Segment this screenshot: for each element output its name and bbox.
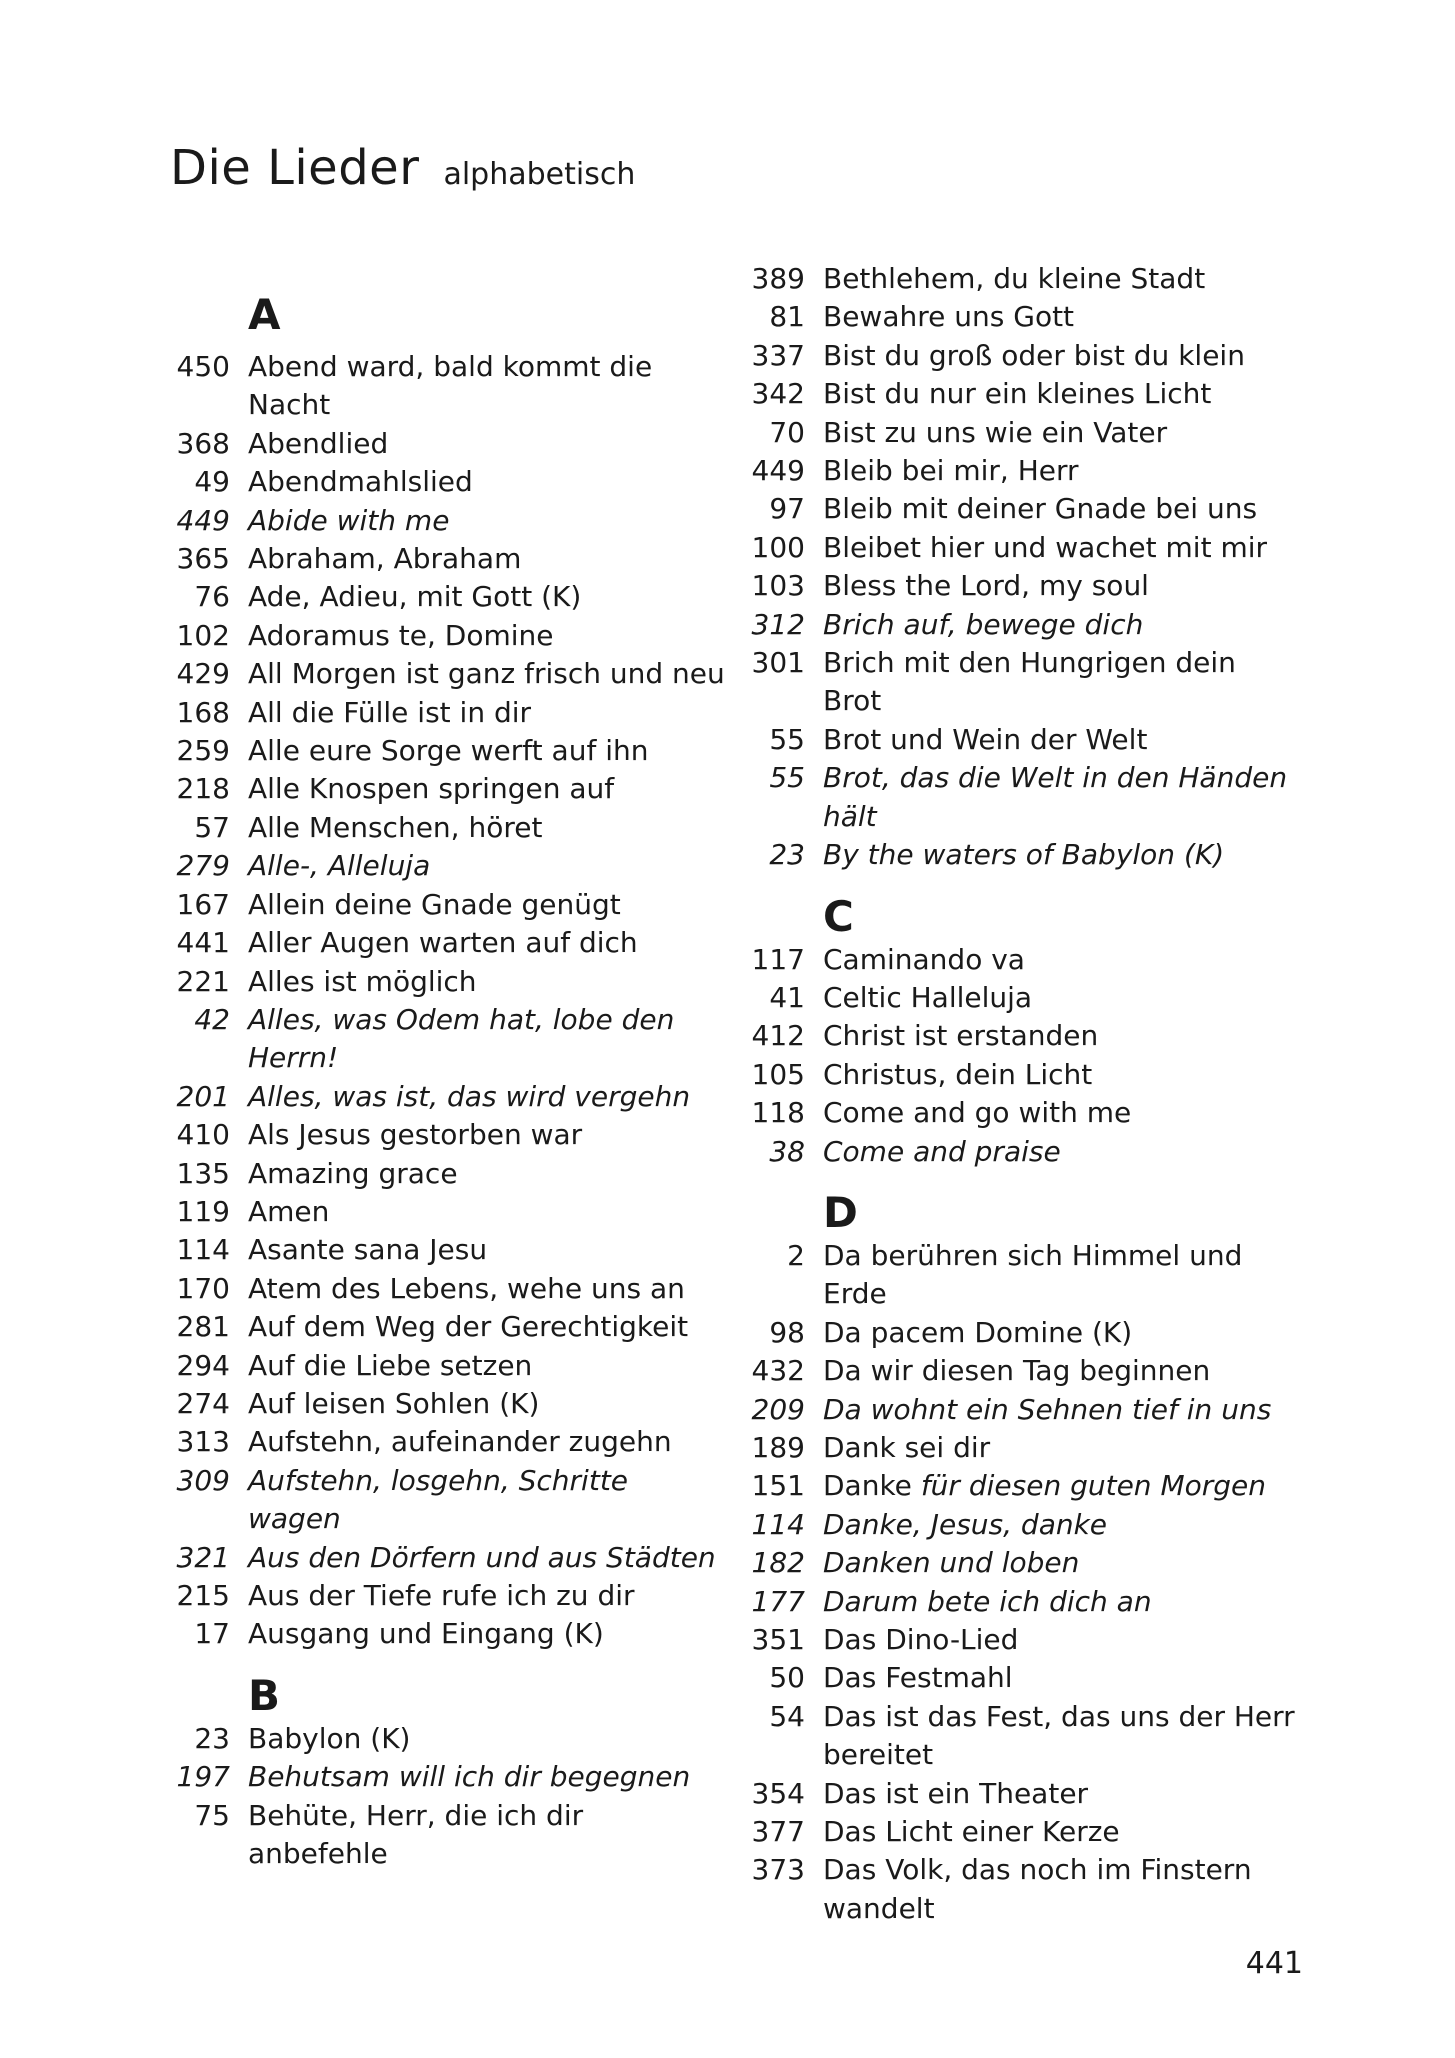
- song-title-text: Aller Augen warten auf dich: [248, 926, 638, 960]
- index-entry: [735, 1094, 1305, 1132]
- song-title-text: Bewahre uns Gott: [823, 300, 1075, 334]
- song-number: 114: [751, 1507, 805, 1541]
- song-number: 410: [176, 1118, 230, 1152]
- song-title-text: Auf dem Weg der Gerechtigkeit: [248, 1310, 689, 1344]
- song-title-text: Ade, Adieu, mit Gott (K): [248, 580, 582, 614]
- index-entry: [735, 941, 1305, 979]
- index-entry: [160, 1615, 730, 1653]
- index-entry: [735, 452, 1305, 490]
- song-number: 312: [751, 607, 805, 641]
- song-title-text: Amazing grace: [248, 1156, 458, 1190]
- song-number: 100: [751, 530, 805, 564]
- song-title: [823, 337, 1301, 375]
- song-title-text: Bleib bei mir, Herr: [823, 454, 1079, 488]
- song-title: [248, 963, 726, 1001]
- song-title-text: Brich auf, bewege dich: [823, 607, 1144, 641]
- index-entry: [160, 425, 730, 463]
- page-subtitle: alphabetisch: [443, 157, 636, 192]
- song-number: 75: [194, 1798, 230, 1832]
- song-title: [248, 1308, 726, 1346]
- index-entry: [160, 963, 730, 1001]
- index-entry: [160, 847, 730, 885]
- song-title: [248, 1078, 726, 1116]
- song-title: [823, 1698, 1301, 1775]
- index-column-right: [735, 260, 1305, 1928]
- song-title: [823, 1133, 1301, 1171]
- index-entry: [735, 1133, 1305, 1171]
- song-title-text: Abendlied: [248, 426, 389, 460]
- song-title-text: Brich mit den Hungrigen dein Brot: [823, 646, 1236, 718]
- page-number: 441: [1245, 1946, 1303, 1981]
- song-number: 98: [769, 1315, 805, 1349]
- song-title-text: Alles, was Odem hat, lobe den Herrn!: [248, 1002, 675, 1075]
- song-title: [248, 770, 726, 808]
- index-entry: [160, 1001, 730, 1078]
- song-number: 342: [751, 377, 805, 411]
- index-entry: [735, 979, 1305, 1017]
- song-title: [823, 721, 1301, 759]
- index-entry: [160, 1155, 730, 1193]
- index-entry: [160, 1308, 730, 1346]
- song-number: 102: [176, 618, 230, 652]
- song-title: [248, 1231, 726, 1269]
- song-number: 449: [176, 503, 230, 537]
- song-title-text: Abide with me: [248, 503, 450, 537]
- index-entry: [160, 1385, 730, 1423]
- song-number: 432: [751, 1354, 805, 1388]
- song-title-text: Bleibet hier und wachet mit mir: [823, 530, 1268, 564]
- song-title-text: Abraham, Abraham: [248, 542, 522, 576]
- song-number: 42: [194, 1002, 230, 1036]
- song-number: 337: [751, 338, 805, 372]
- index-entry: [735, 414, 1305, 452]
- song-title-text: Auf die Liebe setzen: [248, 1348, 533, 1382]
- song-title: [823, 1544, 1301, 1582]
- song-title: [248, 732, 726, 770]
- song-title: [248, 1758, 726, 1796]
- song-title: [823, 836, 1301, 874]
- song-number: 377: [751, 1815, 805, 1849]
- song-title: [248, 809, 726, 847]
- song-title: [823, 1056, 1301, 1094]
- song-number: 105: [751, 1057, 805, 1091]
- song-title-text: Allein deine Gnade genügt: [248, 887, 621, 921]
- song-title-text: Bist zu uns wie ein Vater: [823, 415, 1168, 449]
- index-entry: [735, 606, 1305, 644]
- song-title: [823, 1659, 1301, 1697]
- song-title: [248, 1462, 726, 1539]
- song-title: [248, 425, 726, 463]
- song-number: 449: [751, 454, 805, 488]
- index-entry: [735, 1813, 1305, 1851]
- song-title-text: Come and go with me: [823, 1096, 1132, 1130]
- song-title: [248, 1615, 726, 1653]
- song-number: 103: [751, 569, 805, 603]
- song-title-text: Bleib mit deiner Gnade bei uns: [823, 492, 1258, 526]
- index-entry: [160, 578, 730, 616]
- song-title-text: Alles ist möglich: [248, 964, 477, 998]
- song-title: [248, 348, 726, 425]
- index-entry: [735, 1429, 1305, 1467]
- song-title-text: By the waters of Babylon (K): [823, 838, 1225, 872]
- song-number: 441: [176, 926, 230, 960]
- index-entry: [160, 655, 730, 693]
- song-number: 54: [769, 1699, 805, 1733]
- song-title-text: Behutsam will ich dir begegnen: [248, 1760, 691, 1794]
- index-entry: [735, 1314, 1305, 1352]
- song-title: [823, 529, 1301, 567]
- song-number: 351: [751, 1623, 805, 1656]
- song-number: 57: [194, 810, 230, 844]
- song-number: 197: [176, 1760, 230, 1794]
- song-title: [248, 1577, 726, 1615]
- song-title: [248, 1797, 726, 1874]
- song-title: [823, 1851, 1301, 1928]
- song-title: [823, 606, 1301, 644]
- index-entry: [735, 337, 1305, 375]
- song-number: 182: [751, 1546, 805, 1580]
- index-entry: [160, 1577, 730, 1615]
- song-title: [823, 759, 1301, 836]
- song-title: [823, 1621, 1301, 1659]
- index-entry: [735, 1352, 1305, 1390]
- song-number: 70: [769, 415, 805, 449]
- index-entry: [735, 375, 1305, 413]
- song-title: [248, 1270, 726, 1308]
- song-title-text: Als Jesus gestorben war: [248, 1118, 583, 1152]
- index-entry: [735, 1056, 1305, 1094]
- index-entry: [160, 732, 730, 770]
- song-title: [248, 1347, 726, 1385]
- song-number: 170: [176, 1271, 230, 1305]
- song-title: [823, 1391, 1301, 1429]
- song-number: 135: [176, 1156, 230, 1190]
- song-title: [823, 375, 1301, 413]
- song-title: [823, 298, 1301, 336]
- song-title-text: Alle Menschen, höret: [248, 810, 543, 844]
- song-title: [248, 463, 726, 501]
- index-column-left: [160, 260, 730, 1873]
- song-title-text: Das ist ein Theater: [823, 1776, 1089, 1810]
- song-number: 301: [751, 646, 805, 680]
- song-number: 17: [194, 1617, 230, 1651]
- song-number: 294: [176, 1348, 230, 1382]
- song-number: 313: [176, 1425, 230, 1459]
- song-title: [248, 578, 726, 616]
- song-number: 118: [751, 1096, 805, 1130]
- song-number: 81: [769, 300, 805, 334]
- song-title-text: All die Fülle ist in dir: [248, 695, 532, 729]
- index-entry: [160, 463, 730, 501]
- song-number: 55: [769, 722, 805, 756]
- song-title: [823, 1314, 1301, 1352]
- song-title-text: Aus den Dörfern und aus Städten: [248, 1540, 716, 1574]
- song-title-text: Da berühren sich Himmel und Erde: [823, 1238, 1243, 1311]
- song-number: 209: [751, 1392, 805, 1426]
- song-number: 373: [751, 1853, 805, 1887]
- song-number: 119: [176, 1194, 230, 1228]
- section-letter: D: [823, 1187, 858, 1237]
- index-entry: [735, 1467, 1305, 1505]
- index-entry: [160, 502, 730, 540]
- song-title-text: Danke, Jesus, danke: [823, 1507, 1108, 1541]
- index-entry: [160, 617, 730, 655]
- song-title: [248, 1116, 726, 1154]
- song-number: 168: [176, 695, 230, 729]
- index-entry: [735, 529, 1305, 567]
- index-entry: [160, 1462, 730, 1539]
- song-title-text: All Morgen ist ganz frisch und neu: [248, 657, 725, 691]
- song-number: 2: [787, 1238, 805, 1272]
- song-title-text: Das Volk, das noch im Finstern wandelt: [823, 1853, 1252, 1925]
- song-title: [248, 886, 726, 924]
- index-entry: [735, 759, 1305, 836]
- song-title-text: Christ ist erstanden: [823, 1019, 1099, 1053]
- song-number: 41: [769, 980, 805, 1014]
- song-number: 38: [769, 1134, 805, 1168]
- song-title: [248, 1385, 726, 1423]
- page-header: [170, 140, 635, 196]
- song-title-text: Bless the Lord, my soul: [823, 569, 1149, 603]
- song-title: [248, 1155, 726, 1193]
- song-title-text: Alles, was ist, das wird vergehn: [248, 1079, 691, 1113]
- song-title: [823, 1813, 1301, 1851]
- song-number: 117: [751, 942, 805, 976]
- song-number: 354: [751, 1776, 805, 1810]
- song-number: 365: [176, 542, 230, 576]
- song-title: [823, 567, 1301, 605]
- song-title-text: Da wir diesen Tag beginnen: [823, 1354, 1211, 1388]
- index-entry: [735, 490, 1305, 528]
- song-title: [248, 694, 726, 732]
- song-title: [823, 1775, 1301, 1813]
- index-entry: [735, 1391, 1305, 1429]
- song-title: [248, 924, 726, 962]
- song-title: [823, 1352, 1301, 1390]
- index-entry: [160, 809, 730, 847]
- song-title-text: Das Dino-Lied: [823, 1623, 1019, 1656]
- song-number: 279: [176, 849, 230, 883]
- index-entry: [735, 1621, 1305, 1659]
- song-number: 389: [751, 262, 805, 295]
- song-title: [823, 1467, 1301, 1505]
- index-entry: [735, 1698, 1305, 1775]
- song-title: [248, 655, 726, 693]
- song-number: 281: [176, 1310, 230, 1344]
- song-title-text: Auf leisen Sohlen (K): [248, 1386, 540, 1420]
- song-number: 97: [769, 492, 805, 526]
- song-number: 321: [176, 1540, 230, 1574]
- index-entry: [735, 644, 1305, 721]
- song-number: 201: [176, 1079, 230, 1113]
- index-entry: [735, 836, 1305, 874]
- song-title-text: Brot und Wein der Welt: [823, 722, 1148, 756]
- song-title-text: Behüte, Herr, die ich dir anbefehle: [248, 1798, 584, 1871]
- song-number: 23: [769, 838, 805, 872]
- index-entry: [735, 1017, 1305, 1055]
- song-number: 76: [194, 580, 230, 614]
- song-title: [823, 979, 1301, 1017]
- index-entry: [160, 1720, 730, 1758]
- song-number: 429: [176, 657, 230, 691]
- index-entry: [160, 1797, 730, 1874]
- song-title: [248, 617, 726, 655]
- song-title-text: Aufstehn, losgehn, Schritte wagen: [248, 1463, 629, 1536]
- song-title-text: Bethlehem, du kleine Stadt: [823, 262, 1206, 295]
- index-entry: [160, 1078, 730, 1116]
- song-title-text: Da pacem Domine (K): [823, 1315, 1133, 1349]
- song-title-text: Come and praise: [823, 1134, 1061, 1168]
- song-number: 221: [176, 964, 230, 998]
- song-title: [248, 502, 726, 540]
- index-entry: [160, 540, 730, 578]
- index-entry: [735, 567, 1305, 605]
- index-entry: [160, 1231, 730, 1269]
- section-letter: B: [248, 1670, 281, 1720]
- index-entry: [160, 1539, 730, 1577]
- song-title-text: Dank sei dir: [823, 1430, 991, 1464]
- section-letter: C: [823, 891, 854, 941]
- song-number: 189: [751, 1430, 805, 1464]
- index-entry: [735, 1583, 1305, 1621]
- song-title-text: Das Festmahl: [823, 1661, 1013, 1695]
- song-number: 259: [176, 734, 230, 768]
- song-number: 218: [176, 772, 230, 806]
- song-number: 167: [176, 887, 230, 921]
- song-number: 450: [176, 350, 230, 383]
- song-title: [823, 1017, 1301, 1055]
- song-title-text: Bist du groß oder bist du klein: [823, 338, 1245, 372]
- song-number: 368: [176, 426, 230, 460]
- song-title: [248, 540, 726, 578]
- song-number: 55: [769, 761, 805, 795]
- song-title: [823, 452, 1301, 490]
- song-title-text: Danken und loben: [823, 1546, 1080, 1580]
- song-title: [248, 1539, 726, 1577]
- song-title-text: Bist du nur ein kleines Licht: [823, 377, 1212, 411]
- song-number: 215: [176, 1579, 230, 1612]
- section-letter: A: [248, 290, 281, 339]
- song-title-text: Danke: [823, 1469, 912, 1503]
- index-entry: [735, 1544, 1305, 1582]
- page-title: Die Lieder: [170, 140, 420, 196]
- song-title: [248, 1720, 726, 1758]
- song-title: [248, 847, 726, 885]
- song-title: [823, 644, 1301, 721]
- index-entry: [160, 1116, 730, 1154]
- index-entry: [160, 694, 730, 732]
- song-title-text: Amen: [248, 1194, 330, 1228]
- song-number: 50: [769, 1661, 805, 1695]
- index-entry: [160, 886, 730, 924]
- song-title-text: Ausgang und Eingang (K): [248, 1617, 604, 1651]
- song-title: [823, 941, 1301, 979]
- song-number: 49: [194, 465, 230, 499]
- index-entry: [160, 1423, 730, 1461]
- song-title: [823, 260, 1301, 298]
- song-title-text: Alle eure Sorge werft auf ihn: [248, 734, 649, 768]
- index-entry: [160, 924, 730, 962]
- song-number: 412: [751, 1019, 805, 1053]
- song-title-text: Atem des Lebens, wehe uns an: [248, 1271, 685, 1305]
- song-title: [823, 1094, 1301, 1132]
- song-title: [248, 1193, 726, 1231]
- song-title-text: Adoramus te, Domine: [248, 618, 554, 652]
- song-title-text: Brot, das die Welt in den Händen hält: [823, 761, 1288, 833]
- song-number: 23: [194, 1721, 230, 1755]
- song-number: 309: [176, 1463, 230, 1497]
- song-number: 114: [176, 1233, 230, 1267]
- index-entry: [160, 1193, 730, 1231]
- song-title-text: Darum bete ich dich an: [823, 1584, 1152, 1618]
- index-entry: [160, 1758, 730, 1796]
- song-title-italic-part: für diesen guten Morgen: [920, 1469, 1267, 1503]
- song-title-text: Babylon (K): [248, 1721, 411, 1755]
- song-number: 151: [751, 1469, 805, 1503]
- song-title: [823, 1583, 1301, 1621]
- index-entry: [735, 260, 1305, 298]
- song-title-text: Da wohnt ein Sehnen tief in uns: [823, 1392, 1272, 1426]
- song-number: 274: [176, 1386, 230, 1420]
- song-title-text: Aufstehn, aufeinander zugehn: [248, 1425, 672, 1459]
- index-entry: [735, 1851, 1305, 1928]
- song-title-text: Aus der Tiefe rufe ich zu dir: [248, 1579, 635, 1612]
- song-title: [823, 1506, 1301, 1544]
- song-title: [248, 1423, 726, 1461]
- index-entry: [160, 1347, 730, 1385]
- index-entry: [735, 721, 1305, 759]
- song-title-text: Caminando va: [823, 942, 1025, 976]
- index-entry: [735, 298, 1305, 336]
- song-title-text: Celtic Halleluja: [823, 980, 1033, 1014]
- song-title-text: Das Licht einer Kerze: [823, 1815, 1120, 1849]
- index-entry: [160, 1270, 730, 1308]
- index-entry: [160, 348, 730, 425]
- song-title-text: Das ist das Fest, das uns der Herr bereitet: [823, 1699, 1295, 1772]
- song-title: [823, 490, 1301, 528]
- song-title-text: Asante sana Jesu: [248, 1233, 488, 1267]
- song-title: [823, 1429, 1301, 1467]
- song-title-text: Abend ward, bald kommt die Nacht: [248, 350, 653, 422]
- song-title-text: Alle-, Alleluja: [248, 849, 431, 883]
- song-title-text: Abendmahlslied: [248, 465, 473, 499]
- index-entry: [735, 1237, 1305, 1314]
- index-entry: [160, 770, 730, 808]
- song-title-text: Christus, dein Licht: [823, 1057, 1093, 1091]
- song-title: [248, 1001, 726, 1078]
- song-number: 177: [751, 1584, 805, 1618]
- index-entry: [735, 1659, 1305, 1697]
- song-title: [823, 1237, 1301, 1314]
- index-entry: [735, 1506, 1305, 1544]
- song-title-text: Alle Knospen springen auf: [248, 772, 615, 806]
- song-title: [823, 414, 1301, 452]
- index-entry: [735, 1775, 1305, 1813]
